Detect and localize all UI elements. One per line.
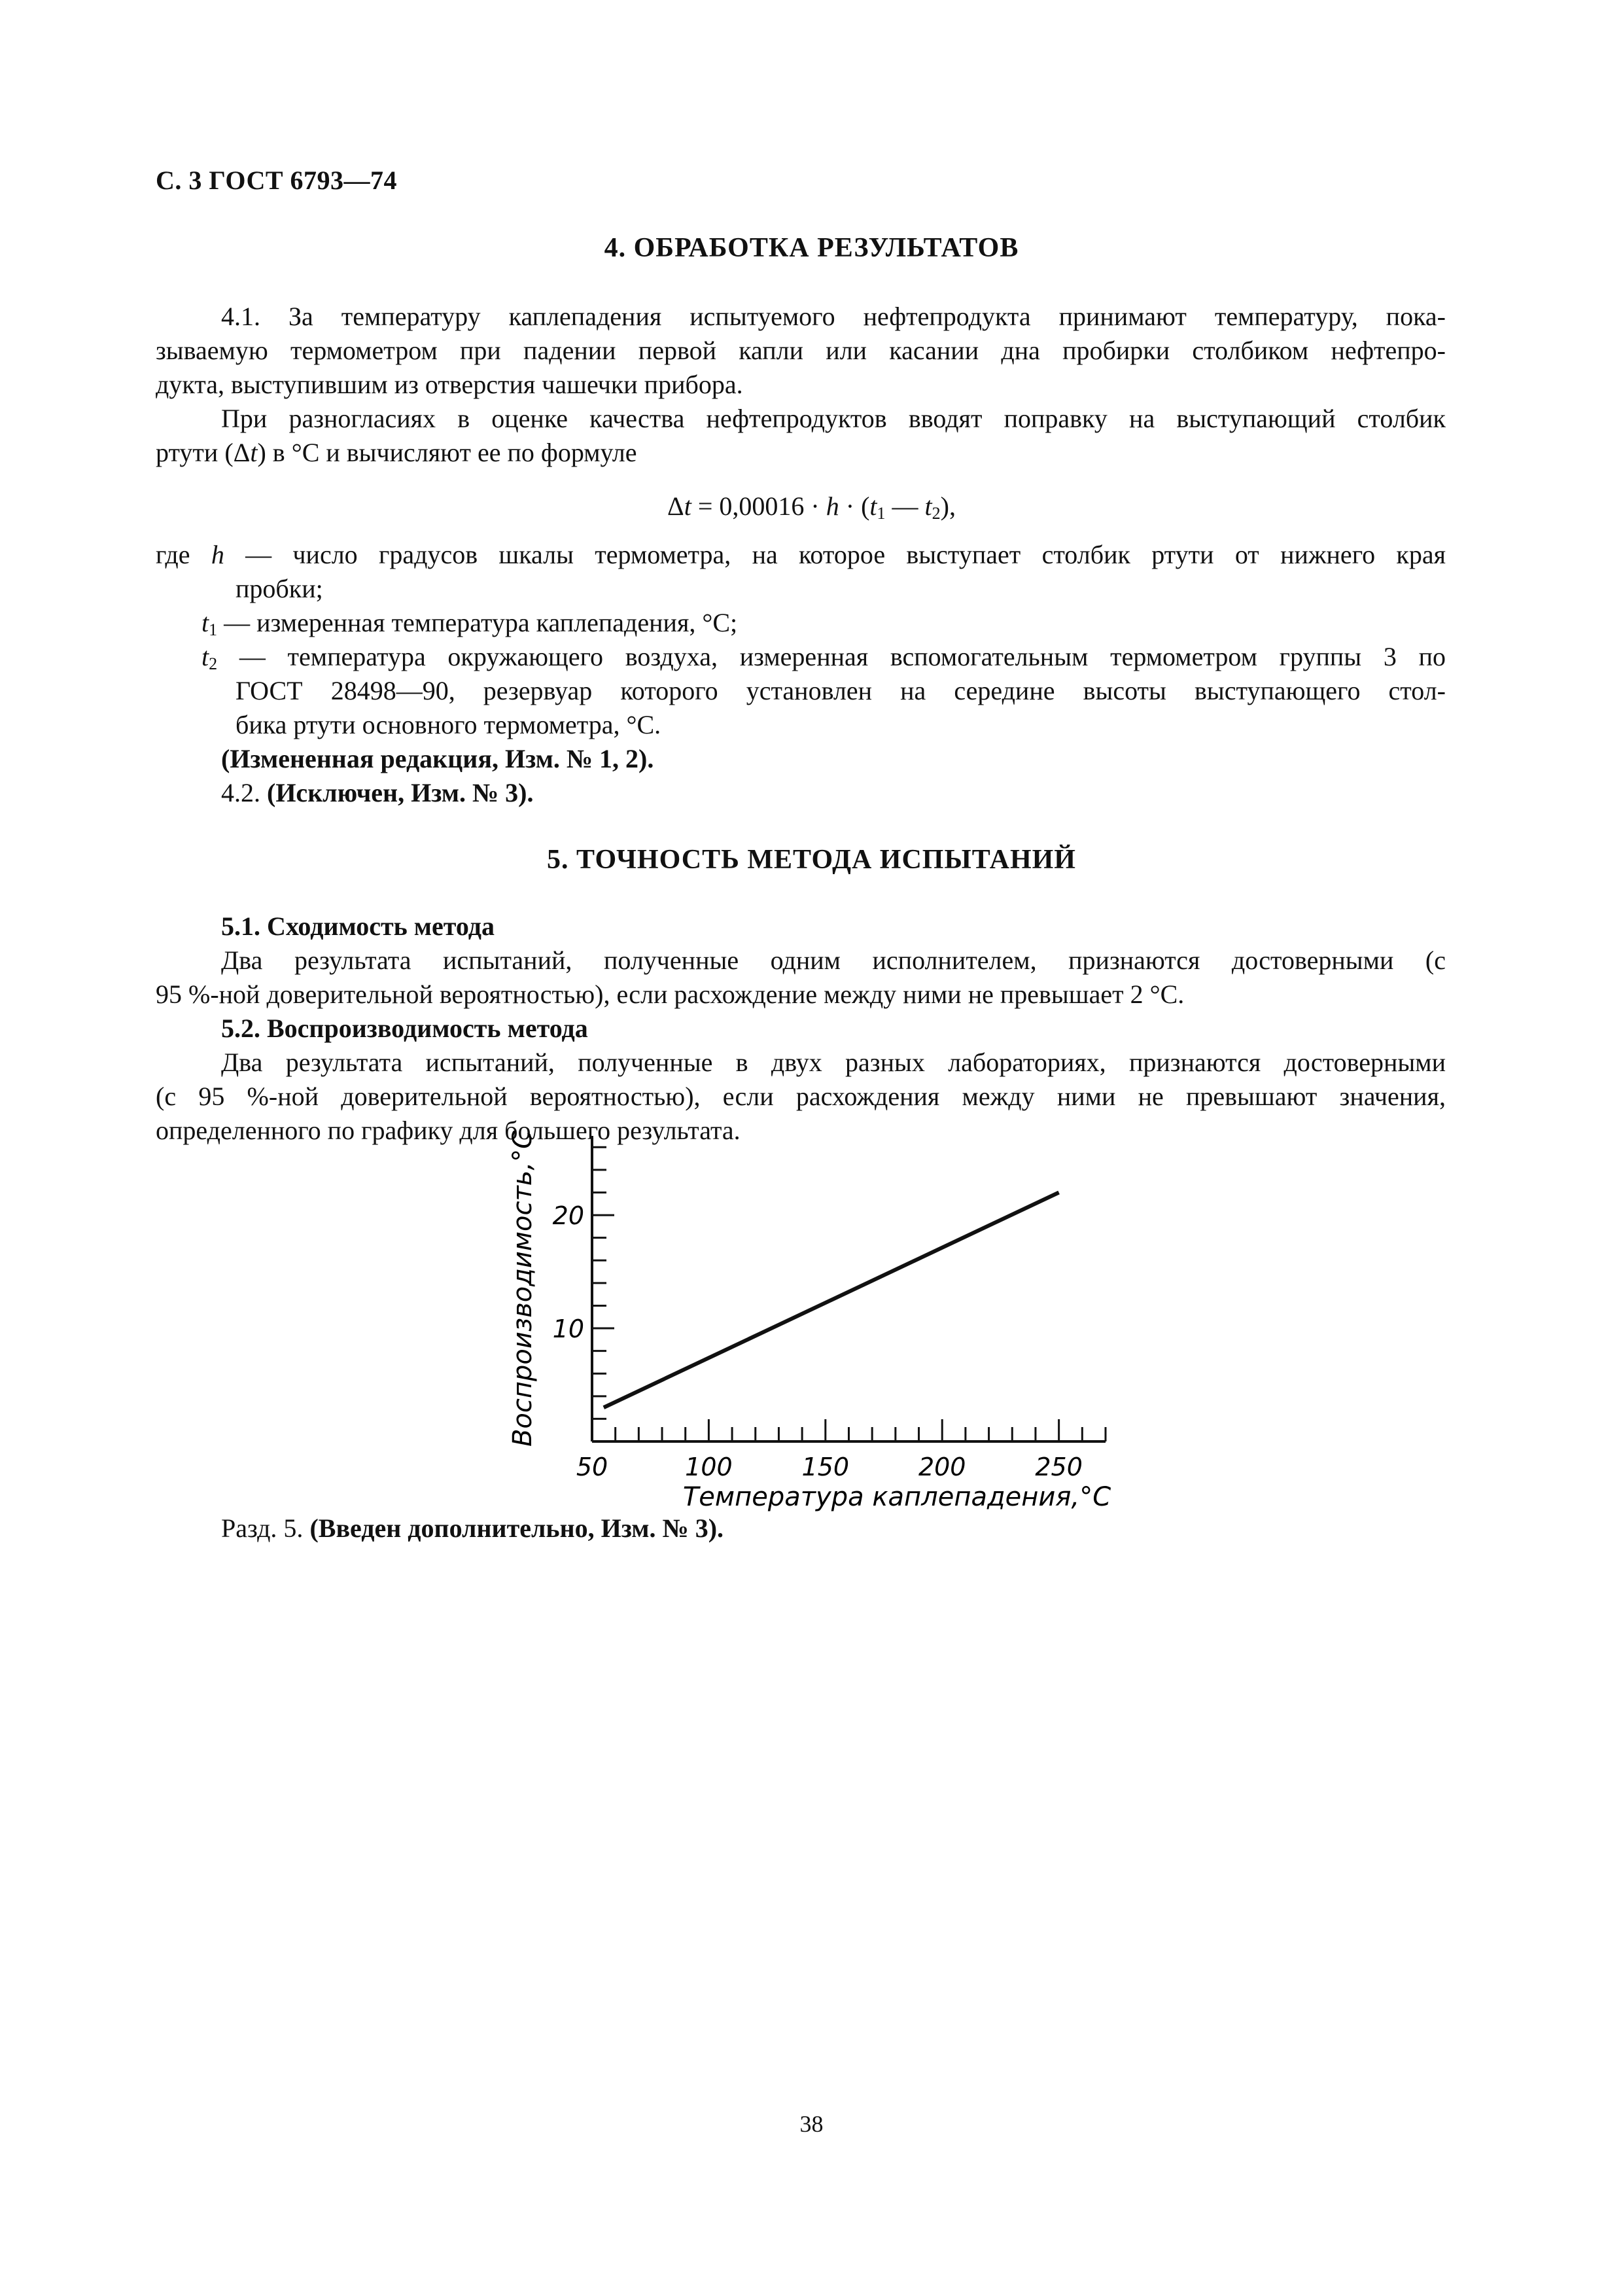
paragraph-line: ртути (Δt) в °С и вычисляют ее по формуле [156, 438, 637, 467]
razd-note-text: (Введен дополнительно, Изм. № 3). [309, 1513, 724, 1543]
excluded-note: (Исключен, Изм. № 3). [267, 778, 534, 807]
clause-5-1-heading: 5.1. Сходимость метода [221, 911, 495, 941]
legend-line: пробки; [236, 574, 323, 603]
razd-note [221, 1511, 724, 1545]
paragraph-line: (с 95 %-ной доверительной вероятностью), если расхождения между ними не превышают значения, [156, 1082, 1446, 1111]
legend-line: где h — число градусов шкалы термометра, на которое выступает столбик ртути от нижнего края [156, 540, 1446, 569]
x-tick-label: 150 [801, 1453, 850, 1481]
section-4-title: 4. ОБРАБОТКА РЕЗУЛЬТАТОВ [604, 233, 1019, 263]
clause-number: 4.2. [221, 778, 260, 807]
page-number: 38 [799, 2111, 824, 2137]
paragraph-line: Два результата испытаний, полученные одним исполнителем, признаются достоверными (с [221, 945, 1446, 975]
chart-axes [592, 1136, 1106, 1441]
y-axis-label: Воспроизводимость,°С [508, 1130, 538, 1447]
razd-prefix: Разд. 5. [221, 1513, 304, 1543]
paragraph-line: 95 %-ной доверительной вероятностью), если расхождение между ними не превышает 2 °С. [156, 980, 1185, 1009]
legend-t1: $t_1$ — измеренная температура каплепадения, °С; [201, 608, 738, 639]
paragraph-line: Два результата испытаний, полученные в двух разных лабораториях, признаются достоверными [221, 1048, 1446, 1077]
page-header: С. 3 ГОСТ 6793—74 [156, 166, 398, 195]
x-tick-label: 250 [1035, 1453, 1083, 1481]
x-axis-label: Температура каплепадения,°С [682, 1482, 1111, 1512]
paragraph-line: 4.1. За температуру каплепадения испытуемого нефтепродукта принимают температуру, пока- [221, 302, 1446, 331]
paragraph-line: зываемую термометром при падении первой капли или касании дна пробирки столбиком нефтепро- [156, 336, 1446, 365]
paragraph-line: дукта, выступившим из отверстия чашечки прибора. [156, 370, 743, 399]
x-tick-label: 100 [685, 1453, 733, 1481]
x-tick-label: 50 [576, 1453, 608, 1481]
series-line [604, 1192, 1059, 1407]
chart-ticks [553, 1147, 1106, 1481]
amended-note: (Измененная редакция, Изм. № 1, 2). [221, 744, 654, 773]
clause-5-2-heading: 5.2. Воспроизводимость метода [221, 1014, 588, 1043]
x-tick-label: 200 [918, 1453, 966, 1481]
legend-line: ГОСТ 28498—90, резервуар которого установлен на середине высоты выступающего стол- [236, 676, 1446, 705]
legend-line: $t_2$ — температура окружающего воздуха, измеренная вспомогательным термометром группы 3 по [201, 642, 1446, 673]
y-tick-label: 20 [552, 1201, 584, 1231]
legend-line: бика ртути основного термометра, °С. [236, 710, 661, 739]
chart-series [604, 1192, 1059, 1407]
paragraph-line: определенного по графику для большего результата. [156, 1116, 741, 1145]
formula: $\Delta t = 0,00016 \cdot h \cdot (t_1$ — $t_2$), [667, 491, 956, 523]
section-5-title: 5. ТОЧНОСТЬ МЕТОДА ИСПЫТАНИЙ [547, 845, 1076, 875]
paragraph-line: При разногласиях в оценке качества нефтепродуктов вводят поправку на выступающий столбик [221, 404, 1446, 433]
y-tick-label: 10 [552, 1315, 584, 1344]
